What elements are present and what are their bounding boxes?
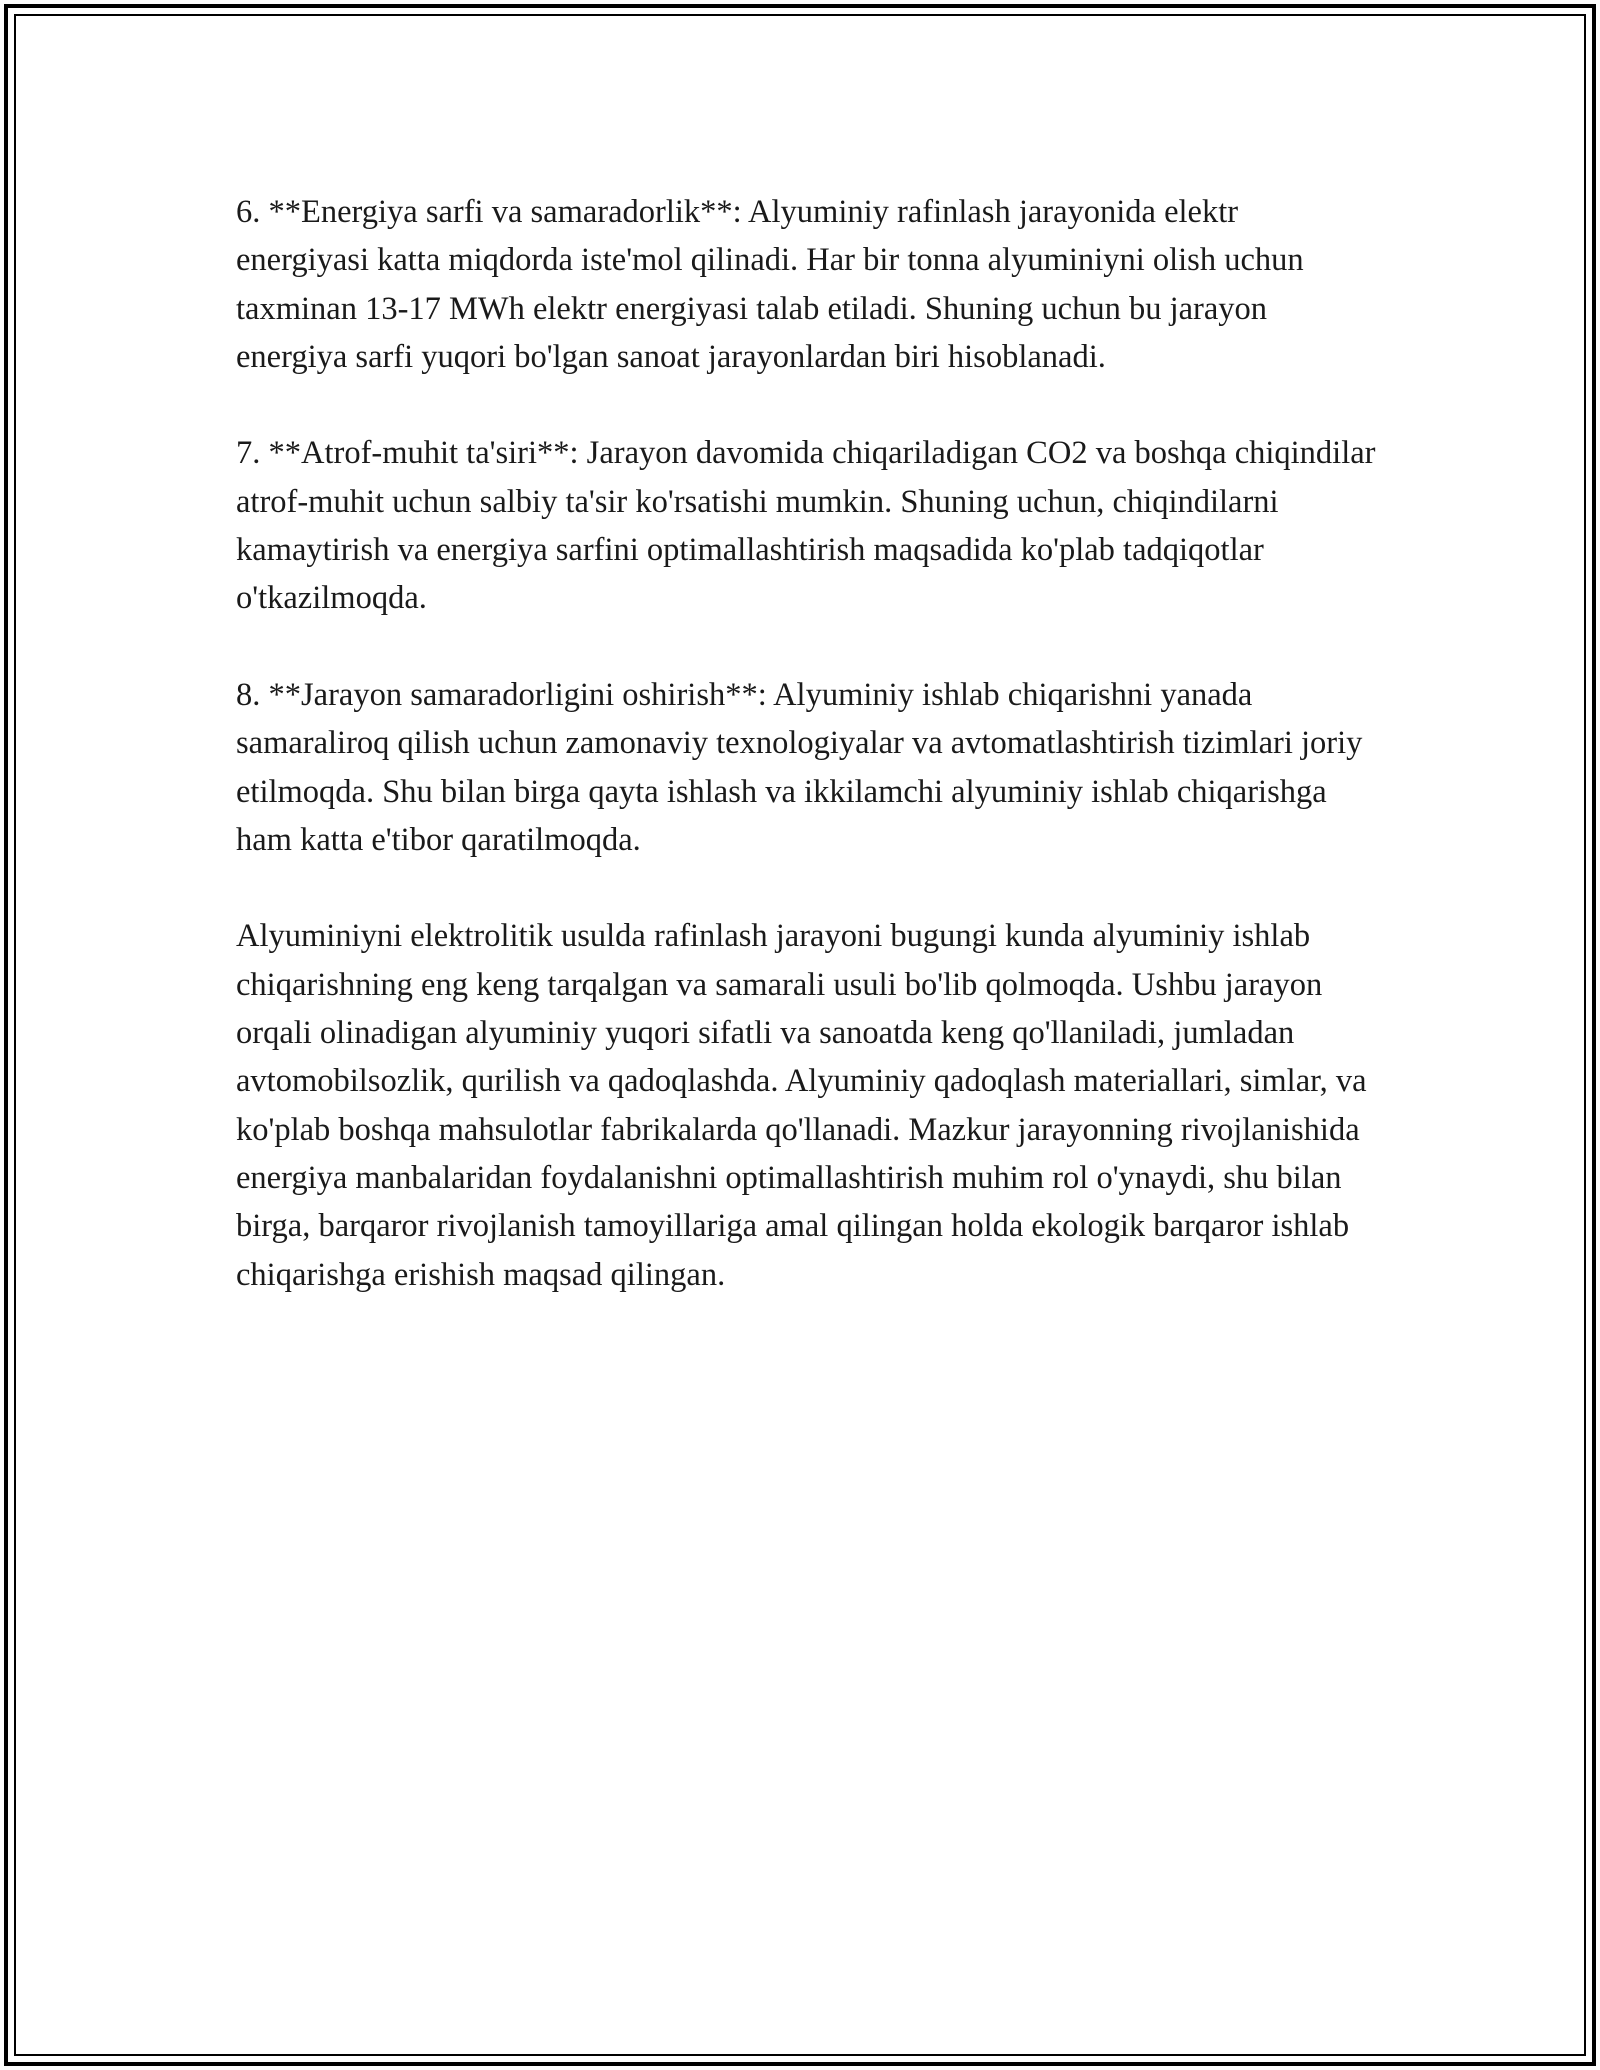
paragraph-conclusion: Alyuminiyni elektrolitik usulda rafinlash jarayoni bugungi kunda alyuminiy ishlab chiqarishning eng keng tarqalgan va samarali usuli bo'lib qolmoqda. Ushbu jarayon orqali olinadigan alyuminiy yuqori sifatli va sanoatda keng qo'llaniladi, jumladan avtomobilsozlik, qurilish va qadoqlashda. Alyuminiy qadoqlash materiallari, simlar, va ko'plab boshqa mahsulotlar fabrikalarda qo'llanadi. Mazkur jarayonning rivojlanishida energiya manbalaridan foydalanishni optimallashtirish muhim rol o'ynaydi, shu bilan birga, barqaror rivojlanish tamoyillariga amal qilingan holda ekologik barqaror ishlab chiqarishga erishish maqsad qilingan. (236, 918, 1367, 1293)
paragraph-energy-consumption: 6. **Energiya sarfi va samaradorlik**: Alyuminiy rafinlash jarayonida elektr energiyasi katta miqdorda iste'mol qilinadi. Har bir tonna alyuminiyni olish uchun taxminan 13-17 MWh elektr energiyasi talab etiladi. Shuning uchun bu jarayon energiya sarfi yuqori bo'lgan sanoat jarayonlardan biri hisoblanadi. (236, 194, 1304, 375)
document-body (236, 188, 1376, 1299)
paragraph-process-efficiency: 8. **Jarayon samaradorligini oshirish**: Alyuminiy ishlab chiqarishni yanada samaraliroq qilish uchun zamonaviy texnologiyalar va avtomatlashtirish tizimlari joriy etilmoqda. Shu bilan birga qayta ishlash va ikkilamchi alyuminiy ishlab chiqarishga ham katta e'tibor qaratilmoqda. (236, 676, 1363, 858)
paragraph-environmental-impact: 7. **Atrof-muhit ta'siri**: Jarayon davomida chiqariladigan CO2 va boshqa chiqindilar atrof-muhit uchun salbiy ta'sir ko'rsatishi mumkin. Shuning uchun, chiqindilarni kamaytirish va energiya sarfini optimallashtirish maqsadida ko'plab tadqiqotlar o'tkazilmoqda. (236, 435, 1376, 617)
